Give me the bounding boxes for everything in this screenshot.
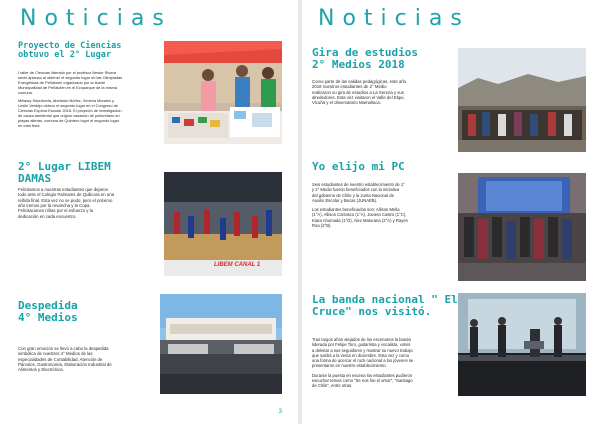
headline-line: Gira de estudios: [312, 46, 418, 59]
body-line: a deleitar a sus seguidores y mostrar su nuevo trabajo: [312, 347, 413, 353]
body-line: simbólica de nuestros 4° Medios de las: [18, 351, 93, 357]
science-fair-photo: [164, 41, 282, 144]
body-line: realizaron su gira de estudios a La Serena y sus: [312, 89, 404, 95]
article-headline-banda: [312, 294, 458, 318]
body-line: y 2° Medio fueron beneficiados con la iniciativa: [312, 187, 400, 193]
article-headline-gira: [312, 47, 418, 71]
body-line: Los estudiantes beneficiados son: Allison Mella: [312, 207, 400, 212]
article-body-gira: [312, 79, 444, 106]
pc-ceremony-photo: [458, 173, 586, 281]
body-line: Tras largos años alejados de los escenarios la banda: [312, 337, 411, 342]
body-line: Auxilio Escolar y Becas (JUNAEB).: [312, 197, 378, 203]
body-line: dedicación en cada encuentro.: [18, 213, 77, 219]
right-page: [302, 0, 600, 424]
headline-line: Proyecto de Ciencias: [18, 41, 122, 51]
band-concert-photo: [458, 293, 586, 396]
body-line: del gobierno de Chile y la Junta Nacional de: [312, 192, 394, 198]
body-line: Energéticas de Peñalolén organizado por la Ilustre: [18, 79, 106, 85]
study-trip-photo: [458, 48, 586, 152]
body-line: una forma de acercar el rock nacional a los jóvenes se: [312, 358, 414, 363]
body-line: que saldrá a la venta en diciembre. Esta vez y como: [312, 352, 410, 358]
body-line: Durante la puesta en escena los estudiantes pudieron: [312, 372, 413, 378]
body-line: Felicitamos a nuestras estudiantes que dejaron: [18, 187, 109, 192]
body-line: Párvulos, Gastronomía, Elaboración Industrial de: [18, 362, 112, 368]
body-line: Millaray Sepúlveda, Abelardo Núñez, Ximena Morales y: [18, 98, 115, 104]
headline-line: La banda nacional " El: [312, 293, 458, 306]
headline-line: Despedida: [18, 299, 78, 312]
body-line: sechi apiauso al obtener el segundo lugar en las Olimpíadas: [18, 74, 123, 80]
body-line: Municipalidad de Peñalolén en el Ecoparque de la misma: [18, 84, 118, 90]
body-line: todo ante el Colegio Palmares de Quilicura en una: [18, 192, 115, 198]
article-headline-ciencias: [18, 42, 121, 61]
body-line: Kiara Ahumada (1°D), Alex Maturana (2°A) y Rayen: [312, 217, 408, 223]
body-line: playas alteras, comuna de Quintero logró el segundo lugar: [18, 117, 120, 123]
photo-caption: LIBEM CANAL 1: [214, 262, 261, 268]
body-line: (1°A), Allison Carrasco (1°A), Javiera Castro (1°C),: [312, 212, 407, 218]
body-line: de causa ambiental que originó vasación de poliuretano en: [18, 113, 120, 118]
headline-line: 2° Lugar LIBEM: [18, 160, 111, 173]
body-line: Ciencias Explora Escolar 2018. El proyecto de investigación: [18, 108, 122, 114]
left-page: [0, 0, 298, 424]
headline-line: 4° Medios: [18, 311, 78, 325]
body-line: año iremos por la revancha y la Copa.: [18, 203, 91, 209]
body-line: Con gran emoción se llevó a cabo la despedida: [18, 346, 109, 351]
body-line: Roa (2°B).: [312, 222, 332, 228]
body-line: comuna.: [18, 89, 33, 95]
body-line: presentaron en nuestro establecimiento.: [312, 363, 387, 369]
body-line: escuchar temas como "Se nos fue el amor", "Santiago: [312, 377, 413, 383]
article-body-pc: [312, 182, 448, 228]
body-line: I taller de Ciencias liderado por el profesor Nestor Rivera: [18, 70, 116, 75]
article-headline-despedida: [18, 300, 78, 324]
body-line: Felicitaciones niñas por el esfuerzo y la: [18, 208, 93, 214]
headline-line: Yo elijo mi PC: [312, 160, 405, 173]
article-headline-libem: [18, 161, 111, 185]
body-line: de Chile", entre otras.: [312, 383, 353, 388]
body-line: Seis estudiantes de nuestro establecimiento de 1°: [312, 182, 405, 187]
body-line: en esta feria.: [18, 122, 41, 128]
body-line: Leslie Verdejo obtuvo el segundo lugar en el Congreso de: [18, 103, 118, 109]
body-line: especialidades de Contabilidad, Atención de: [18, 356, 103, 362]
basketball-photo: [164, 172, 282, 276]
headline-line: 2° Medios 2018: [312, 58, 405, 72]
body-line: 2018 nuestros estudiantes de 2° Medio: [312, 84, 387, 90]
body-line: reñida final. Esta vez no se pudo, pero el próximo: [18, 197, 113, 203]
masthead-title: Noticias: [20, 6, 172, 31]
body-line: Como parte de las salidas pedagógicas, este año: [312, 79, 407, 84]
page-number: 3: [278, 409, 282, 415]
article-body-ciencias: [18, 71, 153, 129]
article-body-libem: [18, 187, 152, 219]
article-body-banda: [312, 337, 448, 388]
headline-line: DAMAS: [18, 172, 52, 186]
body-line: Vicuña y el observatorio Mamalluca.: [312, 100, 381, 106]
article-headline-pc: [312, 161, 405, 173]
article-body-despedida: [18, 346, 151, 373]
ceremony-photo: [160, 294, 282, 394]
body-line: alrededores. Esta vez visitaron el Valle del Elqui,: [312, 95, 405, 101]
headline-line: Cruce" nos visitó.: [312, 305, 432, 319]
body-line: liderada por Felipe Toro, guitarrista y vocalista, volvió: [312, 342, 411, 348]
masthead-title: Noticias: [318, 6, 470, 31]
headline-line: obtuvo el 2° Lugar: [18, 50, 112, 61]
body-line: Alimentos y Electrónica.: [18, 367, 64, 373]
